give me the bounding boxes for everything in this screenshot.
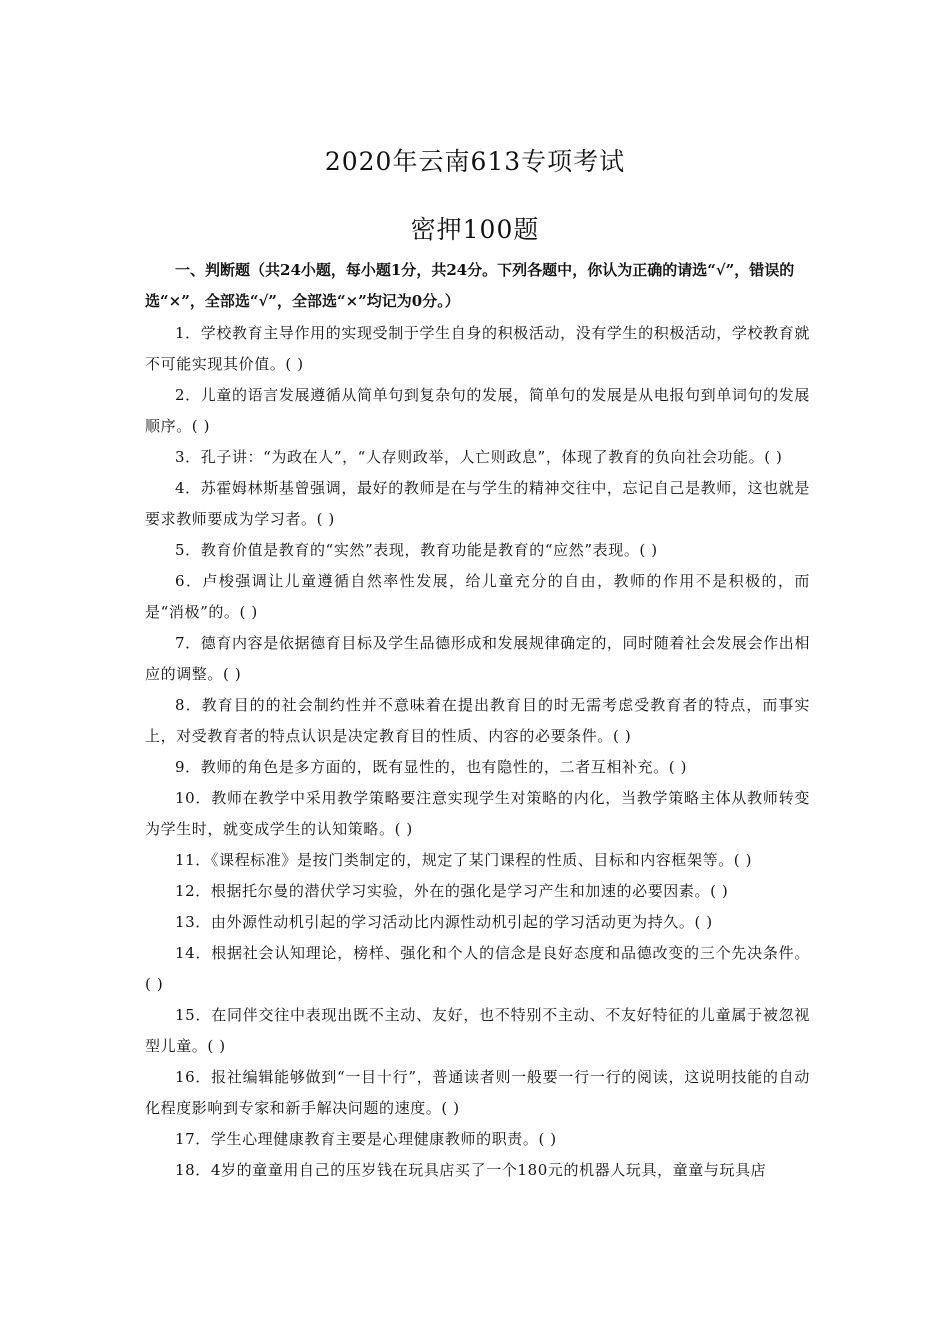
section-heading: 一、判断题（共24小题，每小题1分，共24分。下列各题中，你认为正确的请选“√”，错误的选“×”，全部选“√”，全部选“×”均记为0分。） <box>145 261 795 310</box>
question-item: 6．卢梭强调让儿童遵循自然率性发展，给儿童充分的自由，教师的作用不是积极的，而是“消极”的。( ) <box>145 572 810 621</box>
question-item: 3．孔子讲：“为政在人”，“人存则政举，人亡则政息”，体现了教育的负向社会功能。( ) <box>175 448 783 466</box>
question-item: 8．教育目的的社会制约性并不意味着在提出教育目的时无需考虑受教育者的特点，而事实上，对受教育者的特点认识是决定教育目的性质、内容的必要条件。( ) <box>145 696 810 745</box>
question-item: 17．学生心理健康教育主要是心理健康教师的职责。( ) <box>175 1130 557 1148</box>
question-item: 4．苏霍姆林斯基曾强调，最好的教师是在与学生的精神交往中，忘记自己是教师，这也就是要求教师要成为学习者。( ) <box>145 479 810 528</box>
document-title: 2020年云南613专项考试 <box>324 147 626 176</box>
question-item: 16．报社编辑能够做到“一目十行”，普通读者则一般要一行一行的阅读，这说明技能的自动化程度影响到专家和新手解决问题的速度。( ) <box>145 1068 810 1117</box>
question-item: 1．学校教育主导作用的实现受制于学生自身的积极活动，没有学生的积极活动，学校教育就不可能实现其价值。( ) <box>145 324 810 373</box>
question-list <box>145 318 810 1186</box>
question-item: 10．教师在教学中采用教学策略要注意实现学生对策略的内化，当教学策略主体从教师转变为学生时，就变成学生的认知策略。( ) <box>145 789 810 838</box>
document-subtitle: 密押100题 <box>410 215 540 244</box>
question-item: 7．德育内容是依据德育目标及学生品德形成和发展规律确定的，同时随着社会发展会作出相应的调整。( ) <box>145 634 810 683</box>
question-item: 15．在同伴交往中表现出既不主动、友好，也不特别不主动、不友好特征的儿童属于被忽视型儿童。( ) <box>145 1006 810 1055</box>
question-item: 12．根据托尔曼的潜伏学习实验，外在的强化是学习产生和加速的必要因素。( ) <box>175 882 729 900</box>
question-item: 5．教育价值是教育的“实然”表现，教育功能是教育的“应然”表现。( ) <box>175 541 658 559</box>
question-item: 9．教师的角色是多方面的，既有显性的，也有隐性的，二者互相补充。( ) <box>175 758 688 776</box>
question-item: 13．由外源性动机引起的学习活动比内源性动机引起的学习活动更为持久。( ) <box>175 913 713 931</box>
question-item: 2．儿童的语言发展遵循从简单句到复杂句的发展，简单句的发展是从电报句到单词句的发展顺序。( ) <box>145 386 810 435</box>
question-item: 14．根据社会认知理论，榜样、强化和个人的信念是良好态度和品德改变的三个先决条件。( ) <box>145 944 810 993</box>
question-item: 18．4岁的童童用自己的压岁钱在玩具店买了一个180元的机器人玩具，童童与玩具店 <box>175 1161 767 1179</box>
question-item: 11．《课程标准》是按门类制定的，规定了某门课程的性质、目标和内容框架等。( ) <box>175 851 753 869</box>
